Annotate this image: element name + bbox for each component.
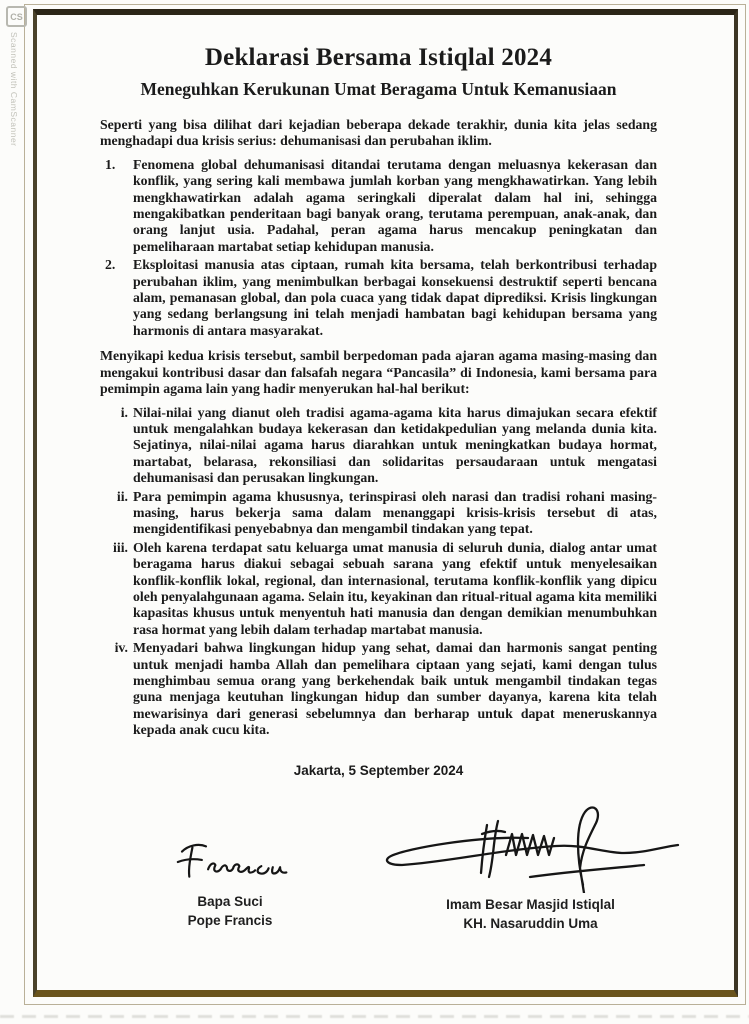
- scan-artifact-line: [0, 1015, 749, 1018]
- list-item-text: Fenomena global dehumanisasi ditandai terutama dengan meluasnya kekerasan dan konflik, yang sering kali membawa jumlah korban yang mengkhawatirkan. Yang lebih mengkhawatirkan adalah agama seringkali diperalat dalam hal ini, sehingga mengakibatkan penderitaan bagi banyak orang, terutama perempuan, anak-anak, dan orang lanjut usia. Padahal, peran agama harus mencakup peningkatan dan pemeliharaan martabat setiap kehidupan manusia.: [133, 156, 657, 254]
- list-marker: ii.: [116, 488, 128, 504]
- signature-title: Imam Besar Masjid Istiqlal: [446, 897, 615, 912]
- document-title: Deklarasi Bersama Istiqlal 2024: [204, 44, 553, 71]
- roman-list: [100, 405, 657, 739]
- list-marker: 1.: [105, 156, 116, 172]
- signature-name: Pope Francis: [187, 913, 273, 928]
- imam-labels: [378, 895, 683, 933]
- intro-paragraph: Seperti yang bisa dilihat dari kejadian beberapa dekade terakhir, dunia kita jelas sedang menghadapi dua krisis serius: dehumanisasi dan perubahan iklim.: [100, 117, 657, 149]
- pope-francis-signature: [165, 838, 295, 886]
- list-item: [100, 489, 657, 538]
- list-item: [100, 157, 657, 255]
- document-subtitle: Meneguhkan Kerukunan Umat Beragama Untuk Kemanusiaan: [140, 79, 617, 99]
- list-marker: iii.: [113, 539, 128, 555]
- list-item-text: Nilai-nilai yang dianut oleh tradisi agama-agama kita harus dimajukan secara efektif untuk mengalahkan budaya kekerasan dan ketidakpedulian yang melanda dunia kita. Sejatinya, nilai-nilai agama harus diarahkan untuk meningkatkan budaya hormat, martabat, belarasa, rekonsiliasi dan solidaritas persaudaraan untuk mengatasi dehumanisasi dan perusakan lingkungan.: [133, 404, 657, 486]
- list-item: [100, 640, 657, 738]
- document-content: [100, 44, 657, 779]
- list-item: [100, 540, 657, 638]
- signature-block-imam: [378, 798, 683, 933]
- signature-block-pope-francis: [140, 838, 320, 930]
- list-item-text: Para pemimpin agama khususnya, terinspirasi oleh narasi dan tradisi rohani masing-masing, harus bekerja sama dalam menanggapi krisis-krisis tersebut di atas, mengidentifikasi penyebabnya dan mengambil tindakan yang tepat.: [133, 488, 657, 537]
- signature-title: Bapa Suci: [197, 894, 263, 909]
- list-item-text: Oleh karena terdapat satu keluarga umat manusia di seluruh dunia, dialog antar umat beragama harus diakui sebagai sebuah sarana yang efektif untuk menyelesaikan konflik-konflik lokal, regional, dan internasional, terutama konflik-konflik yang dipicu oleh penyalahgunaan agama. Selain itu, keyakinan dan ritual-ritual agama kita memiliki kapasitas khusus untuk menyentuh hati manusia dan dengan demikian menumbuhkan rasa hormat yang lebih dalam terhadap martabat manusia.: [133, 539, 657, 637]
- middle-paragraph: Menyikapi kedua krisis tersebut, sambil berpedoman pada ajaran agama masing-masing dan mengakui kontribusi dasar dan falsafah negara “Pancasila” di Indonesia, kami bersama para pemimpin agama lain yang hadir menyerukan hal-hal berikut:: [100, 348, 657, 397]
- camscanner-watermark-text: Scanned with CamScanner: [9, 32, 19, 147]
- camscanner-icon: CS: [6, 6, 27, 27]
- dateline: Jakarta, 5 September 2024: [293, 762, 464, 778]
- list-item-text: Menyadari bahwa lingkungan hidup yang sehat, damai dan harmonis sangat penting untuk menjadi hamba Allah dan pemelihara ciptaan yang sejati, kami dengan tulus menghimbau semua orang yang berkehendak baik untuk mengambil tindakan tegas guna menjaga keutuhan lingkungan hidup dan sumber dayanya, karena kita telah mewarisinya dari generasi sebelumnya dan berharap untuk dapat meneruskannya kepada anak cucu kita.: [133, 640, 657, 738]
- numbered-list: [100, 157, 657, 339]
- list-marker: iv.: [114, 640, 128, 656]
- signature-name: KH. Nasaruddin Uma: [463, 916, 598, 931]
- list-marker: 2.: [105, 257, 116, 273]
- list-marker: i.: [120, 404, 128, 420]
- imam-signature: [378, 798, 683, 893]
- camscanner-watermark: [6, 6, 28, 147]
- list-item: [100, 257, 657, 339]
- list-item: [100, 405, 657, 487]
- list-item-text: Eksploitasi manusia atas ciptaan, rumah kita bersama, telah berkontribusi terhadap perubahan iklim, yang menimbulkan berbagai konsekuensi destruktif seperti bencana alam, pemanasan global, dan pola cuaca yang tidak dapat diprediksi. Krisis lingkungan yang sedang berlangsung ini telah menjadi hambatan bagi kehidupan bersama yang harmonis di antara masyarakat.: [133, 257, 657, 338]
- pope-francis-labels: [140, 892, 320, 930]
